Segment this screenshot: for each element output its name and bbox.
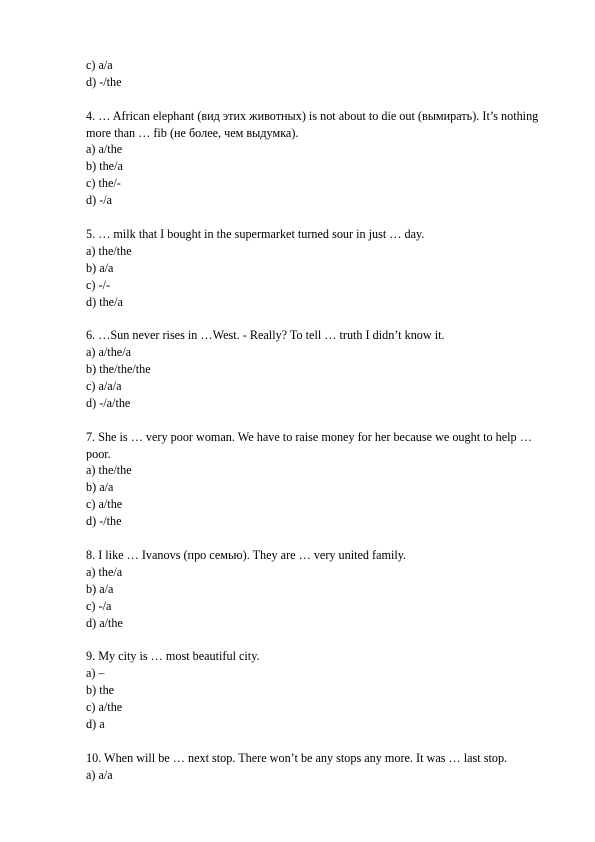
option-a: a) the/the [86,463,132,478]
option-d: d) -/the [86,74,122,89]
option-a: a) the/the [86,243,132,258]
option-a: a) a/a [86,767,113,782]
option-c: c) a/the [86,699,123,714]
question-text: 4. … African elephant (вид этих животных) is not about to die out (вымирать). It’s nothing more than … fib (не более, чем выдумка). [86,108,539,140]
option-b: b) the/a [86,159,123,174]
option-a: a) a/the/a [86,345,131,360]
option-c: c) -/a [86,598,112,613]
option-d: d) -/a/the [86,395,131,410]
option-d: d) -/the [86,514,122,529]
question-text: 10. When will be … next stop. There won’t be any stops any more. It was … last stop. [86,750,508,765]
question-text: 6. …Sun never rises in …West. - Really? To tell … truth I didn’t know it. [86,328,445,343]
option-c: c) a/a/a [86,378,122,393]
option-c: c) a/the [86,497,123,512]
question-4 [86,108,546,209]
option-a: a) the/a [86,564,123,579]
option-b: b) the [86,683,115,698]
option-c: c) a/a [86,58,113,72]
question-8 [86,547,546,631]
option-b: b) a/a [86,480,114,495]
question-text: 9. My city is … most beautiful city. [86,649,260,664]
question-9 [86,648,546,732]
quiz-content [86,57,546,783]
option-b: b) a/a [86,260,114,275]
question-text: 5. … milk that I bought in the supermarket turned sour in just … day. [86,226,425,241]
option-b: b) a/a [86,581,114,596]
question-7 [86,429,546,530]
question-text: 7. She is … very poor woman. We have to raise money for her because we ought to help … poor. [86,429,532,461]
option-d: d) a/the [86,615,123,630]
option-b: b) the/the/the [86,362,151,377]
question-10 [86,750,546,784]
option-d: d) -/a [86,193,113,208]
question-text: 8. I like … Ivanovs (про семью). They are … very united family. [86,547,407,562]
option-a: a) a/the [86,142,123,157]
question-6 [86,327,546,411]
option-a: a) – [86,666,105,681]
question-5 [86,226,546,310]
option-d: d) the/a [86,294,123,309]
option-d: d) a [86,716,105,731]
option-c: c) the/- [86,176,121,191]
option-c: c) -/- [86,277,111,292]
question-3-tail [86,57,546,91]
